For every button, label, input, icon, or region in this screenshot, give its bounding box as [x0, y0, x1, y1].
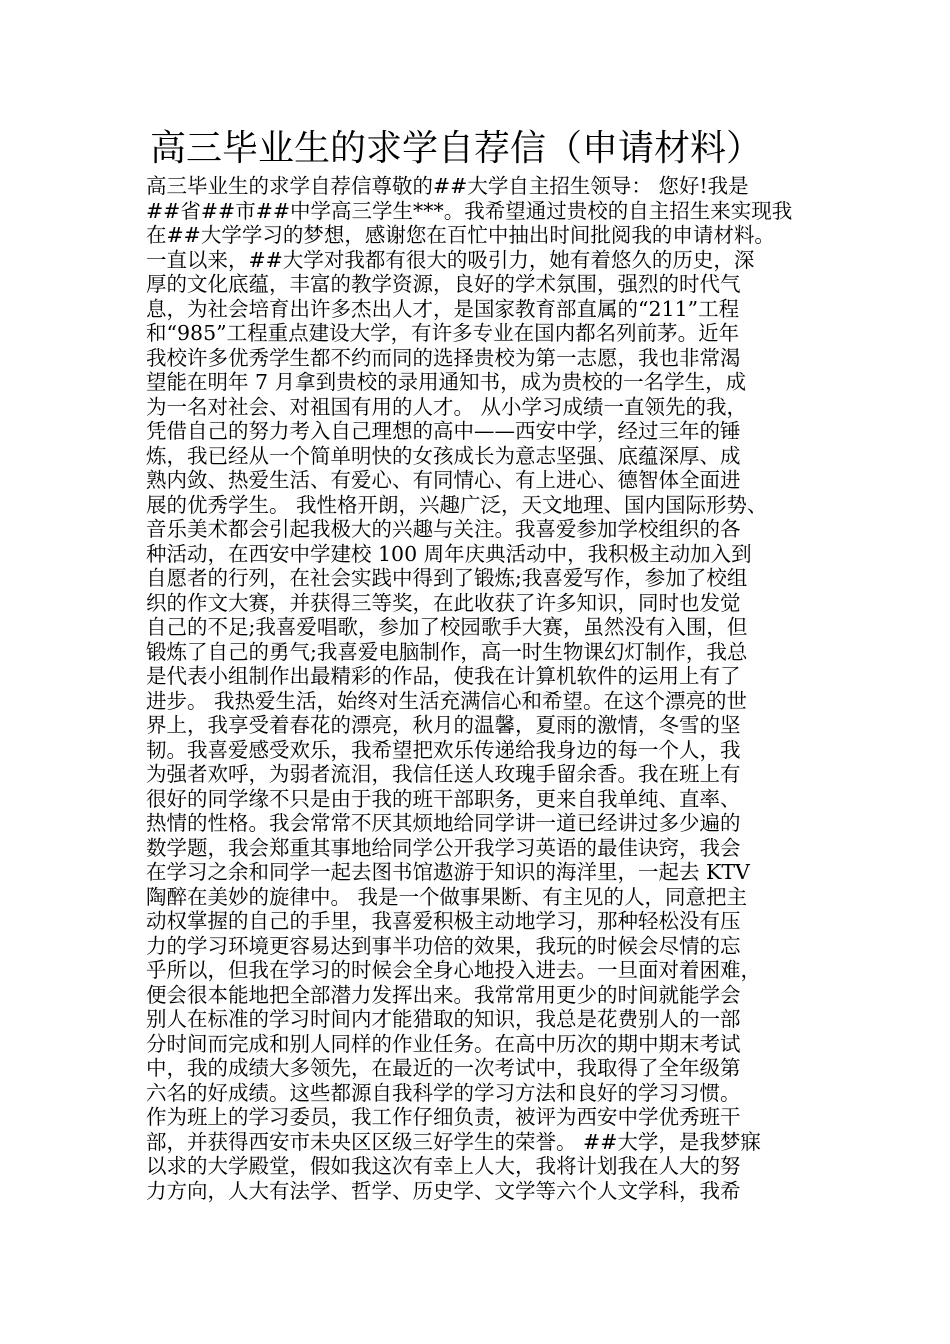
body-text-line: 以求的大学殿堂，假如我这次有幸上人大，我将计划我在人大的努 — [146, 1154, 741, 1178]
body-text-line: 和“985”工程重点建设大学，有许多专业在国内都名列前茅。近年 — [146, 321, 740, 345]
body-text-line: 乎所以，但我在学习的时候会全身心地投入进去。一旦面对着困难， — [146, 958, 761, 982]
body-text-line: 别人在标准的学习时间内才能猎取的知识，我总是花费别人的一部 — [146, 1007, 741, 1031]
body-text-line: 力方向，人大有法学、哲学、历史学、文学等六个人文学科，我希 — [146, 1178, 741, 1203]
body-text-line: 在学习之余和同学一起去图书馆遨游于知识的海洋里，一起去 KTV — [146, 860, 750, 884]
body-text-line: 中，我的成绩大多领先，在最近的一次考试中，我取得了全年级第 — [146, 1056, 741, 1080]
body-text-line: 数学题，我会郑重其事地给同学公开我学习英语的最佳诀窍，我会 — [146, 835, 741, 860]
body-text-line: 力的学习环境更容易达到事半功倍的效果，我玩的时候会尽情的忘 — [146, 933, 741, 958]
body-text-line: 热情的性格。我会常常不厌其烦地给同学讲一道已经讲过多少遍的 — [146, 811, 741, 835]
body-text-line: 展的优秀学生。 我性格开朗，兴趣广泛，天文地理、国内国际形势、 — [146, 492, 768, 517]
body-text-line: 我校许多优秀学生都不约而同的选择贵校为第一志愿，我也非常渴 — [146, 345, 741, 370]
body-text-line: 种活动，在西安中学建校 100 周年庆典活动中，我积极主动加入到 — [146, 541, 752, 566]
body-text-line: 一直以来，##大学对我都有很大的吸引力，她有着悠久的历史，深 — [146, 247, 755, 272]
body-text-line: 便会很本能地把全部潜力发挥出来。我常常用更少的时间就能学会 — [146, 982, 741, 1007]
body-text-line: 为强者欢呼，为弱者流泪，我信任送人玫瑰手留余香。我在班上有 — [146, 762, 741, 786]
body-text-line: 韧。我喜爱感受欢乐，我希望把欢乐传递给我身边的每一个人，我 — [146, 737, 741, 762]
body-text-line: 进步。 我热爱生活，始终对生活充满信心和希望。在这个漂亮的世 — [146, 688, 748, 713]
body-text-line: 分时间而完成和别人同样的作业任务。在高中历次的期中期末考试 — [146, 1031, 741, 1056]
body-text-line: ##省##市##中学高三学生***。我希望通过贵校的自主招生来实现我 — [146, 198, 793, 223]
body-text-line: 作为班上的学习委员，我工作仔细负责，被评为西安中学优秀班干 — [146, 1105, 741, 1129]
body-text-line: 六名的好成绩。这些都源自我科学的学习方法和良好的学习习惯。 — [146, 1080, 741, 1105]
body-text-line: 在##大学学习的梦想，感谢您在百忙中抽出时间批阅我的申请材料。 — [146, 223, 775, 247]
document-body — [146, 174, 828, 1203]
body-text-line: 锻炼了自己的勇气;我喜爱电脑制作，高一时生物课幻灯制作，我总 — [146, 639, 748, 664]
body-text-line: 部，并获得西安市未央区区级三好学生的荣誉。 ##大学，是我梦寐 — [146, 1129, 761, 1154]
body-text-line: 自己的不足;我喜爱唱歌，参加了校园歌手大赛，虽然没有入围，但 — [146, 615, 748, 639]
body-text-line: 自愿者的行列，在社会实践中得到了锻炼;我喜爱写作，参加了校组 — [146, 566, 748, 590]
body-text-line: 炼，我已经从一个简单明快的女孩成长为意志坚强、底蕴深厚、成 — [146, 443, 741, 468]
body-text-line: 动权掌握的自己的手里，我喜爱积极主动地学习，那种轻松没有压 — [146, 909, 741, 933]
body-text-line: 音乐美术都会引起我极大的兴趣与关注。我喜爱参加学校组织的各 — [146, 517, 741, 541]
body-text-line: 界上，我享受着春花的漂亮，秋月的温馨，夏雨的激情，冬雪的坚 — [146, 713, 741, 737]
body-text-line: 息，为社会培育出许多杰出人才，是国家教育部直属的“211”工程 — [146, 296, 740, 321]
body-text-line: 是代表小组制作出最精彩的作品，使我在计算机软件的运用上有了 — [146, 664, 741, 688]
body-text-line: 为一名对社会、对祖国有用的人才。 从小学习成绩一直领先的我， — [146, 394, 748, 419]
body-text-line: 凭借自己的努力考入自己理想的高中——西安中学，经过三年的锤 — [146, 419, 741, 443]
body-text-line: 陶醉在美妙的旋律中。 我是一个做事果断、有主见的人，同意把主 — [146, 884, 748, 909]
document-title: 高三毕业生的求学自荐信（申请材料） — [150, 128, 763, 169]
body-text-line: 熟内敛、热爱生活、有爱心、有同情心、有上进心、德智体全面进 — [146, 468, 741, 492]
body-text-line: 织的作文大赛，并获得三等奖，在此收获了许多知识，同时也发觉 — [146, 590, 741, 615]
body-text-line: 厚的文化底蕴，丰富的教学资源，良好的学术氛围，强烈的时代气 — [146, 272, 741, 296]
body-text-line: 高三毕业生的求学自荐信尊敬的##大学自主招生领导： 您好!我是 — [146, 174, 749, 198]
body-text-line: 很好的同学缘不只是由于我的班干部职务，更来自我单纯、直率、 — [146, 786, 741, 811]
body-text-line: 望能在明年 7 月拿到贵校的录用通知书，成为贵校的一名学生，成 — [146, 370, 747, 394]
